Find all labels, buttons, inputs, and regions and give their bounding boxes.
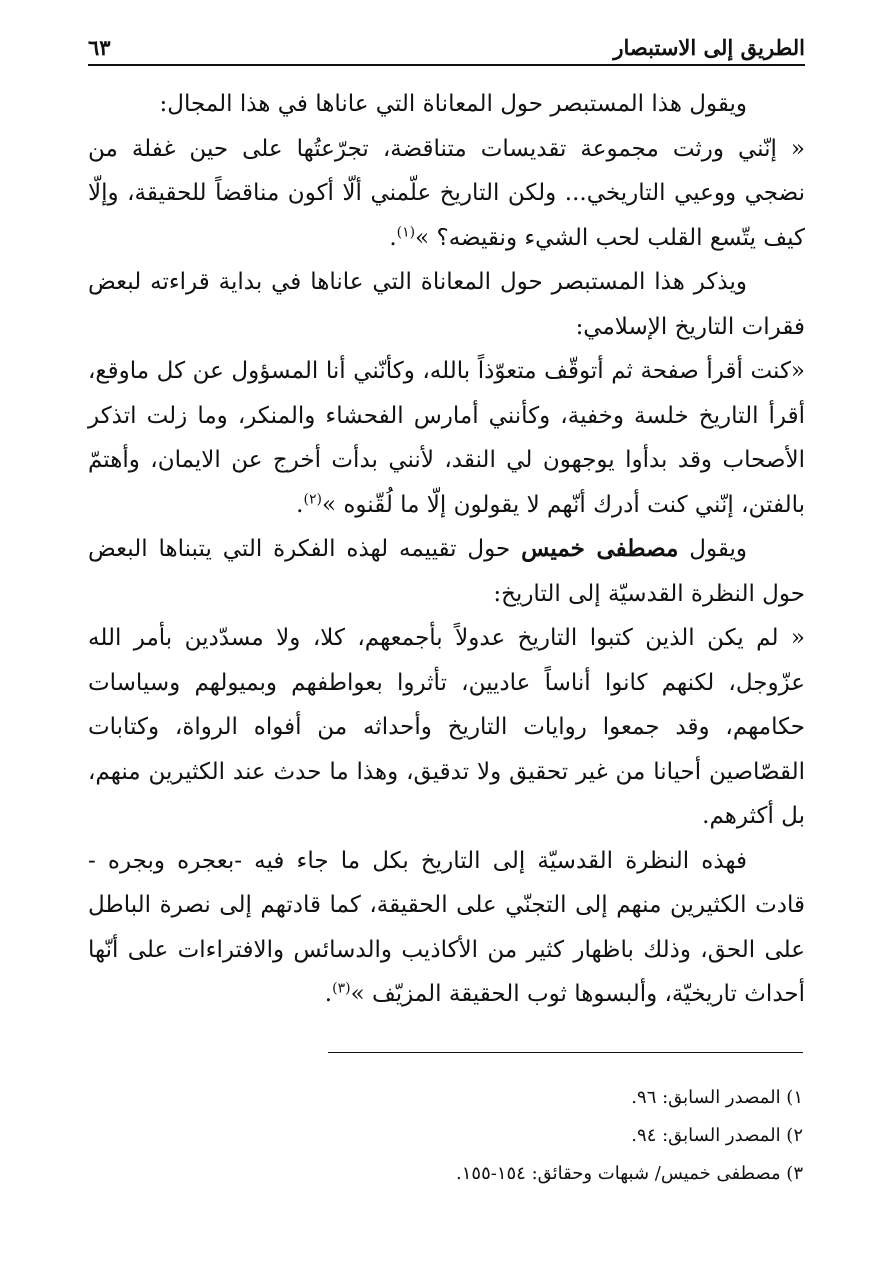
footnote-marker: (٣) <box>332 980 351 997</box>
running-title: الطريق إلى الاستبصار <box>613 35 805 60</box>
author-name: مصطفى خميس <box>521 535 679 562</box>
paragraph-text: ويقول هذا المستبصر حول المعاناة التي عاناها في هذا المجال: <box>159 91 747 117</box>
page-number: ٦٣ <box>88 35 111 60</box>
quote-3-continued <box>88 839 805 1017</box>
quote-end: . <box>324 981 333 1007</box>
quote-text: « لم يكن الذين كتبوا التاريخ عدولاً بأجمعهم، كلا، ولا مسدّدين بأمر الله عزّوجل، لكنهم كانوا أناساً عاديين، تأثروا بعواطفهم وبميولهم وسياسات حكامهم، وقد جمعوا روايات التاريخ وأحداثه من أفواه الرواة، وكتابات القصّاصين أحيانا من غير تحقيق ولا تدقيق، وهذا ما حدث عند الكثيرين منهم، بل أكثرهم. <box>88 625 805 829</box>
quote-text: «كنت أقرأ صفحة ثم أتوقّف متعوّذاً بالله، وكأنّني أنا المسؤول عن كل ماوقع، أقرأ التاريخ خلسة وخفية، وكأنني أمارس الفحشاء والمنكر، وما زلت اتذكر الأصحاب وقد بدأوا يوجهون لي النقد، لأنني بدأت أخرج عن الايمان، وأهتمّ بالفتن، إنّني كنت أدرك أنّهم لا يقولون إلّا ما لُقّنوه » <box>88 358 805 518</box>
paragraph-1 <box>88 82 805 127</box>
footnote-1: ١) المصدر السابق: ٩٦. <box>631 1087 803 1108</box>
footnotes <box>88 1079 803 1193</box>
paragraph-text-before: ويقول <box>678 536 747 562</box>
quote-end: . <box>389 224 397 251</box>
page-header <box>88 30 805 66</box>
quote-text: فهذه النظرة القدسيّة إلى التاريخ بكل ما جاء فيه -بعجره وبجره - قادت الكثيرين منهم إلى التجنّي على الحقيقة، كما قادتهم إلى نصرة الباطل على الحق، وذلك باظهار كثير من الأكاذيب والدسائس والافتراءات على أنّها أحداث تاريخيّة، وألبسوها ثوب الحقيقة المزيّف » <box>88 847 805 1007</box>
footnote-3: ٣) مصطفى خميس/ شبهات وحقائق: ١٥٤-١٥٥. <box>456 1163 803 1184</box>
paragraph-text: ويذكر هذا المستبصر حول المعاناة التي عاناها في بداية قراءته لبعض فقرات التاريخ الإسلامي: <box>88 269 805 340</box>
paragraph-3 <box>88 527 805 616</box>
body-text <box>88 82 805 1017</box>
quote-3 <box>88 616 805 839</box>
footnote-marker: (٢) <box>303 490 322 507</box>
footnote-marker: (١) <box>396 223 416 240</box>
footnote-2: ٢) المصدر السابق: ٩٤. <box>631 1125 803 1146</box>
paragraph-2 <box>88 260 805 349</box>
footnote-separator <box>328 1052 803 1053</box>
quote-end: . <box>296 491 304 518</box>
quote-1 <box>88 127 805 261</box>
quote-2 <box>88 349 805 527</box>
quote-text: « إنّني ورثت مجموعة تقديسات متناقضة، تجرّعتُها على حين غفلة من نضجي ووعيي التاريخي... ولكن التاريخ علّمني ألّا أكون مناقضاً للحقيقة، وإلّا كيف يتّسع القلب لحب الشيء ونقيضه؟ » <box>88 135 805 251</box>
paragraph-text-after: حول تقييمه لهذه الفكرة التي يتبناها البعض حول النظرة القدسيّة إلى التاريخ: <box>88 536 805 607</box>
